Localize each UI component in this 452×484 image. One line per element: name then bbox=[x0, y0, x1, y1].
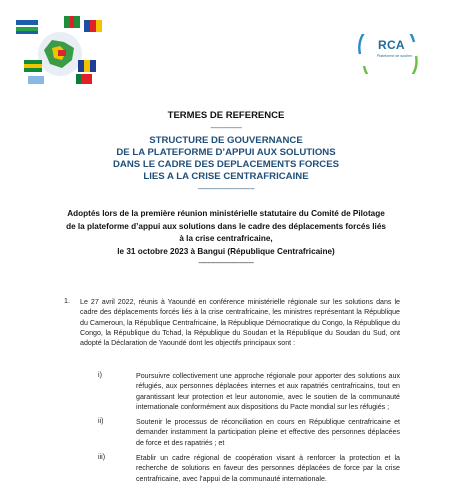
rca-logo-title: RCA bbox=[378, 38, 405, 52]
conference-emblem-logo bbox=[14, 14, 106, 86]
objective-text-2: Soutenir le processus de réconciliation en cours en République centrafricaine et demander instamment la participation pleine et effective des personnes déplacées de force et des rapatriés ; et bbox=[136, 418, 400, 447]
document-heading: TERMES DE REFERENCE bbox=[167, 110, 285, 121]
paragraph-1: Le 27 avril 2022, réunis à Yaoundé en conférence ministérielle régionale sur les solutions dans le cadre des déplacements forcés liés à la crise centrafricaine, les ministres représentant la République du Cameroun, la République Centrafricaine, la République Démocratique du Congo, la République du Congo, la République du Tchad, la République du Soudan et la République du Soudan du Sud, ont adopté la Déclaration de Yaoundé dont les objectifs principaux sont : bbox=[80, 298, 400, 348]
title-line-4: LIES A LA CRISE CENTRAFRICAINE bbox=[143, 171, 309, 182]
paragraph-number: 1. bbox=[64, 297, 70, 305]
title-line-2: DE LA PLATEFORME D’APPUI AUX SOLUTIONS bbox=[116, 147, 336, 158]
title-line-3: DANS LE CADRE DES DEPLACEMENTS FORCES bbox=[112, 159, 339, 170]
adoption-line-1: Adoptés lors de la première réunion ministérielle statutaire du Comité de Pilotage bbox=[67, 209, 385, 218]
adoption-line-2: de la plateforme d’appui aux solutions dans le cadre des déplacements forcés liés bbox=[66, 222, 386, 231]
adoption-line-3: à la crise centrafricaine, bbox=[179, 234, 273, 243]
separator-long: ------------------------------- bbox=[197, 186, 255, 193]
objective-numeral-2: ii) bbox=[98, 417, 104, 425]
separator-short: ----------------- bbox=[210, 125, 242, 132]
separator-adoption: ------------------------------ bbox=[198, 260, 254, 267]
rca-logo-subtitle: Plateforme de soutien bbox=[377, 54, 412, 58]
objective-text-1: Poursuivre collectivement une approche régionale pour apporter des solutions aux réfugiés, aux personnes déplacées internes et aux rapatriés centrafricains, tout en garantissant leur protection et leur autonomie, avec le soutien de la communauté internationale conformément aux dispositions du Pacte mondial sur les réfugiés ; bbox=[136, 372, 400, 411]
objective-numeral-3: iii) bbox=[98, 453, 106, 461]
adoption-line-4: le 31 octobre 2023 à Bangui (République Centrafricaine) bbox=[117, 247, 335, 256]
objective-text-3: Etablir un cadre régional de coopération visant à renforcer la protection et la recherche de solutions en faveur des personnes déplacées de force par la crise centrafricaine, avec l’appui de la communauté internationale. bbox=[136, 454, 400, 483]
objective-numeral-1: i) bbox=[98, 371, 102, 379]
title-line-1: STRUCTURE DE GOUVERNANCE bbox=[149, 135, 303, 146]
